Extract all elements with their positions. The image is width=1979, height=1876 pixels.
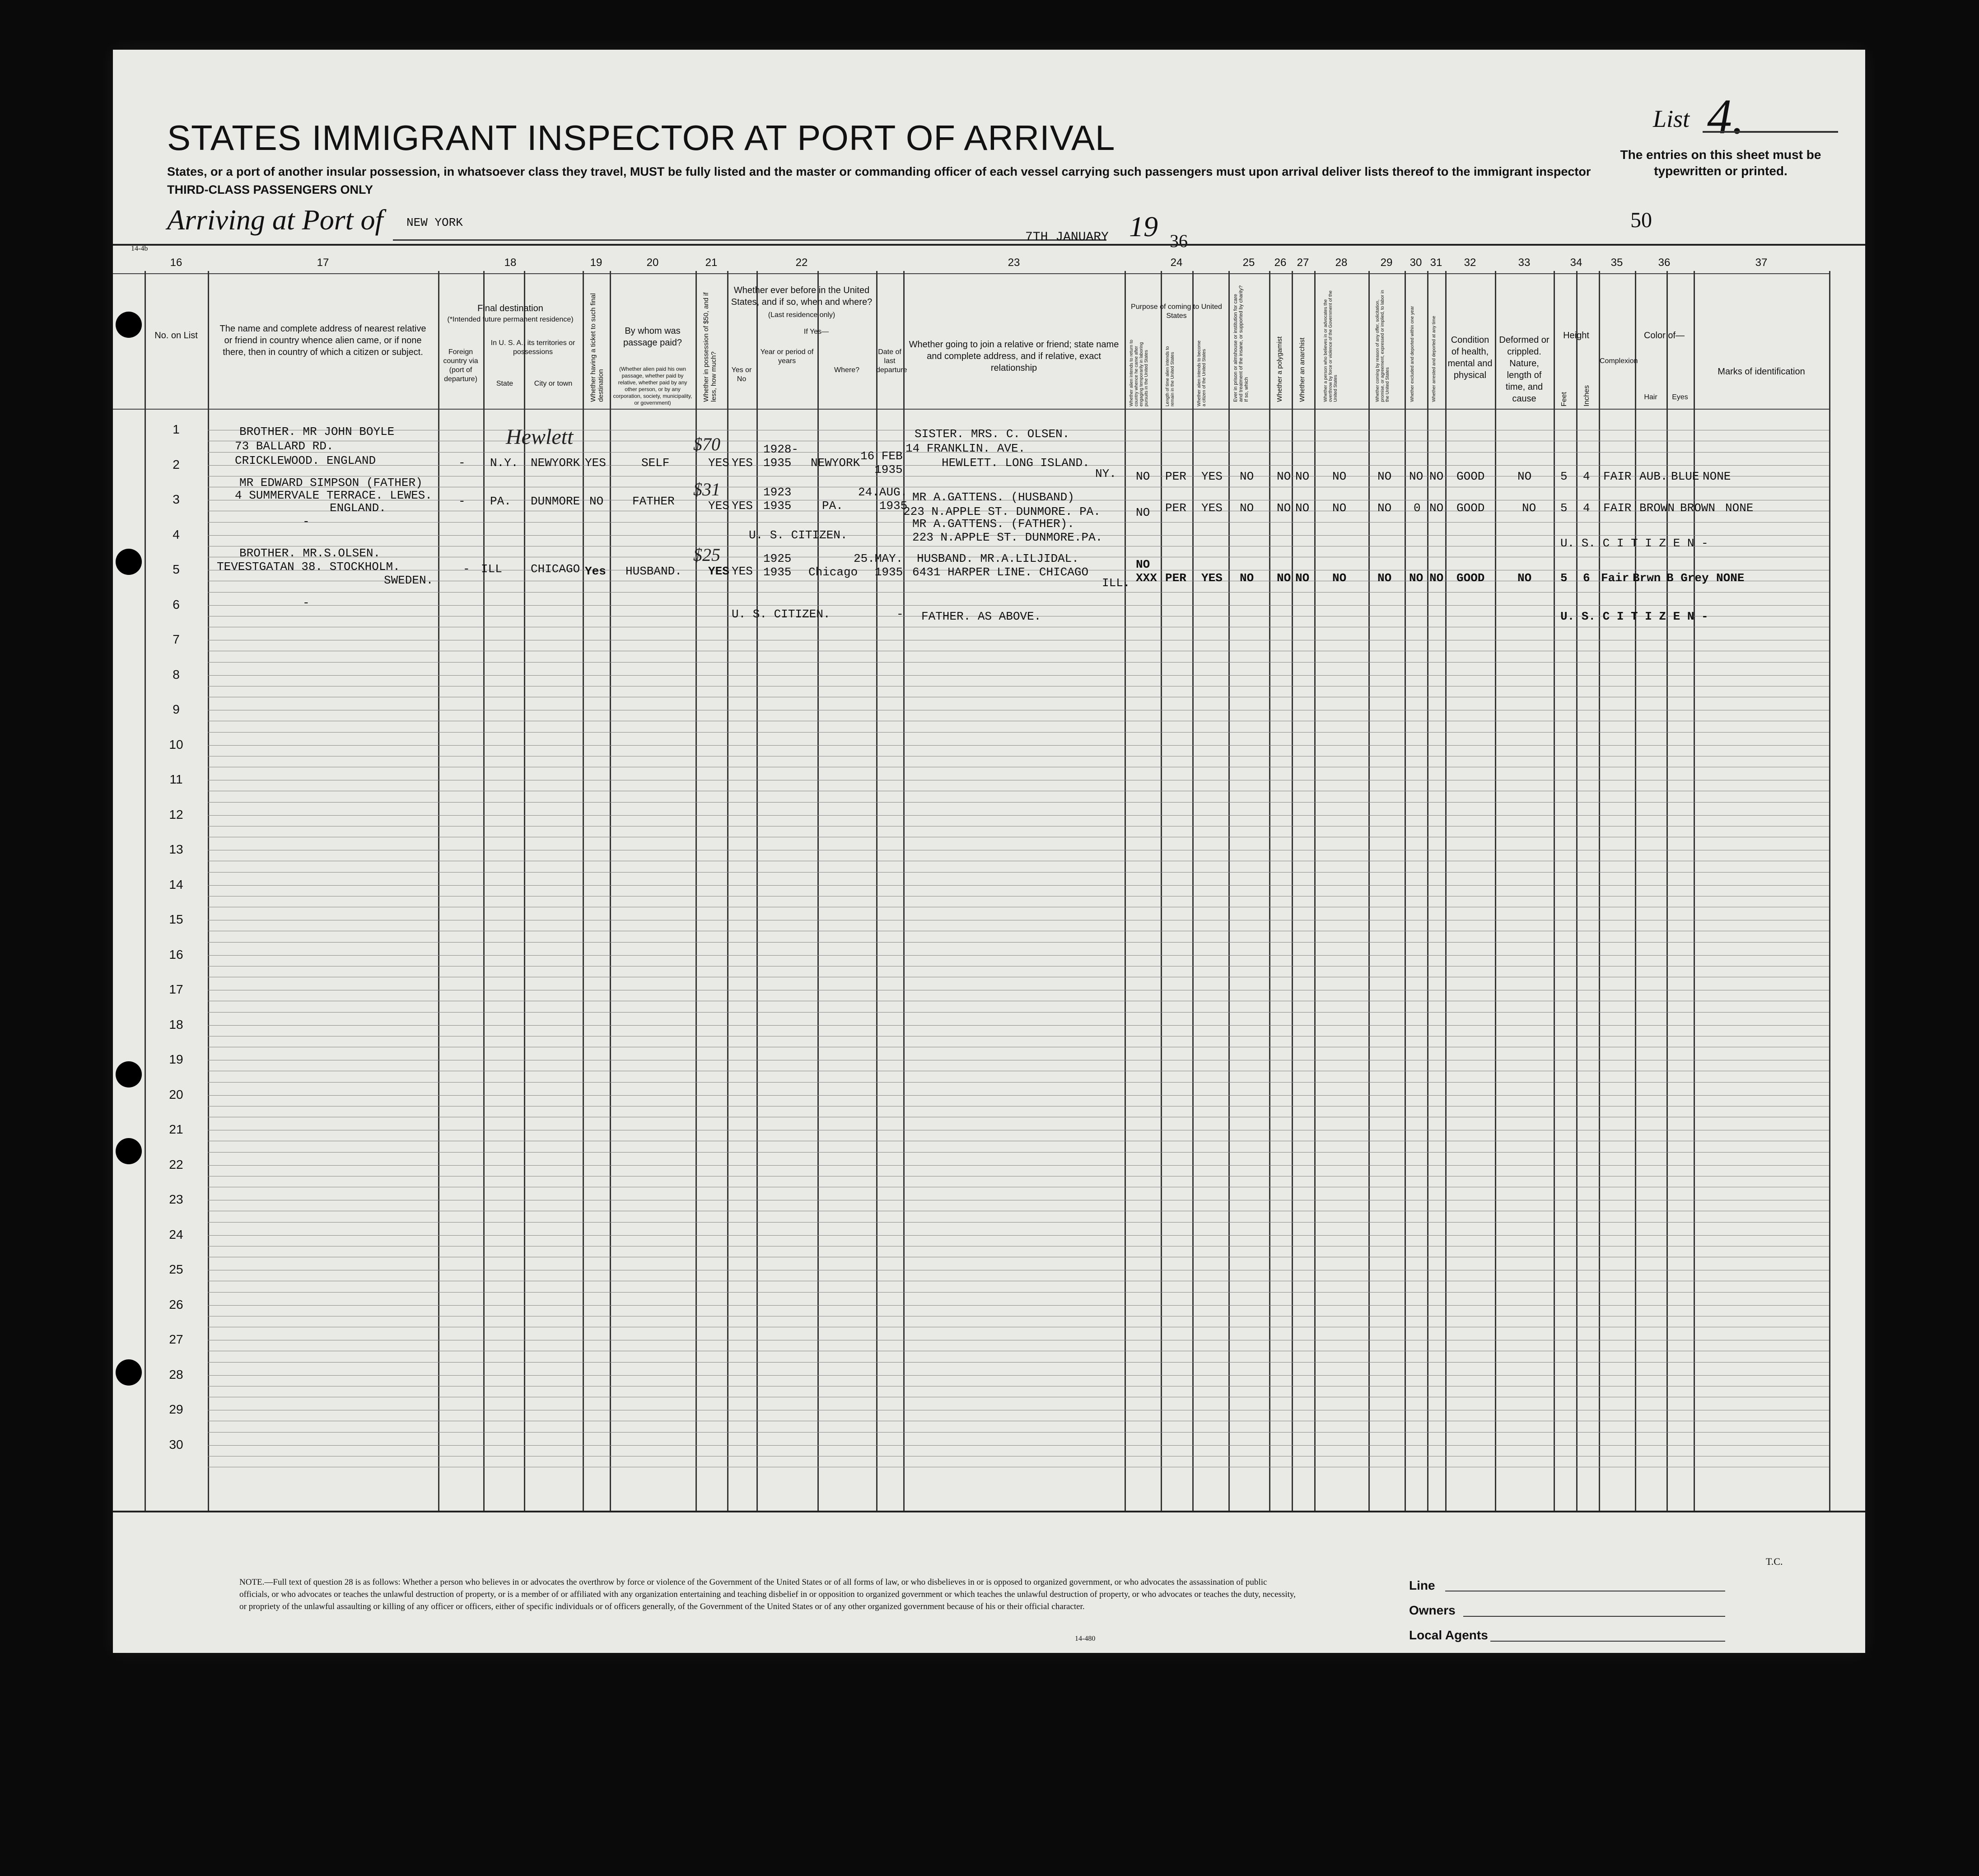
row-number: 3 (173, 492, 180, 506)
colnum-32: 32 (1464, 257, 1476, 269)
row-number: 29 (169, 1402, 183, 1416)
col-rule (1269, 271, 1270, 1511)
row-number: 27 (169, 1332, 183, 1346)
hdr-lastdep: Date of last departure (876, 348, 907, 374)
list-underline (1703, 131, 1838, 133)
col-rule (1161, 271, 1162, 1511)
colnum-26: 26 (1274, 257, 1287, 269)
ruled-line (208, 1152, 1829, 1153)
colnum-25: 25 (1242, 257, 1255, 269)
ruled-line (208, 732, 1829, 733)
col-rule (1576, 271, 1578, 1511)
r5-citizen-note: U. S. CITIZEN. (732, 607, 831, 621)
ruled-line (208, 1292, 1829, 1293)
col-rule (1405, 271, 1406, 1511)
hdr-inches: Inches (1583, 385, 1591, 406)
binder-hole (116, 1138, 142, 1164)
r4-join: HUSBAND. MR.A.LILJIDAL. 6431 HARPER LINE. CHICAGO ILL. (912, 552, 1130, 590)
colnum-31: 31 (1430, 257, 1442, 269)
r4-marks: NONE (1716, 571, 1745, 585)
hdr-feet: Feet (1560, 392, 1568, 406)
footer-tc: T.C. (1766, 1556, 1783, 1567)
r1-c29: NO (1377, 470, 1392, 483)
ruled-line (208, 1012, 1829, 1013)
col-rule (583, 271, 584, 1511)
row-number: 13 (169, 842, 183, 856)
ruled-line (208, 942, 1829, 943)
r4-paid: HUSBAND. (625, 565, 682, 578)
r4-c29: NO (1377, 571, 1392, 585)
hdr-deformed: Deformed or crippled. Nature, length of time, and cause (1499, 335, 1550, 404)
r2-where: PA. (822, 499, 843, 513)
r5-relative: - (303, 596, 310, 610)
hdr-city: City or town (534, 380, 573, 387)
hdr-height: Height (1563, 331, 1589, 341)
r4-inches: 6 (1583, 571, 1590, 585)
row-number: 23 (169, 1192, 183, 1206)
row-number: 5 (173, 562, 180, 576)
r1-money: $70 (693, 434, 720, 454)
r2-relative: MR EDWARD SIMPSON (FATHER) 4 SUMMERVALE TERRACE. LEWES. ENGLAND. (235, 476, 432, 515)
col-rule (1694, 271, 1695, 1511)
ruled-line (208, 1362, 1829, 1363)
hdr-hair: Hair (1644, 393, 1657, 401)
col-rule (695, 271, 697, 1511)
ruled-line (208, 1235, 1829, 1236)
r2-c28: NO (1332, 501, 1347, 515)
r2-join: MR A.GATTENS. (HUSBAND) 223 N.APPLE ST. DUNMORE. PA. (903, 490, 1101, 518)
r4-money: $25 (693, 545, 720, 565)
row-number: 7 (173, 632, 180, 646)
r4-relative: BROTHER. MR.S.OLSEN. TEVESTGATAN 38. STOCKHOLM. SWEDEN. (217, 546, 434, 587)
r1-return: NO (1136, 470, 1150, 483)
manifest-sheet (113, 50, 1865, 1653)
ruled-line (208, 802, 1829, 803)
ruled-line (208, 1025, 1829, 1026)
arriving-underline (393, 239, 1106, 241)
footer-note: NOTE.—Full text of question 28 is as follows: Whether a person who believes in or advocates the overthrow by force or violence of the Government of the United States or of all forms of law, or who disbelieves in or is opposed to organized government, or who advocates the assassination of public officials, or who advocates or teaches the unlawful destruction of property, or is a member of or affiliated with any organization entertaining and teaching disbelief in or opposition to organized government or which teaches the unlawful destruction of property, or who advocates or teaches the duty, necessity, or propriety of the unlawful assaulting or killing of any officer or officers, either of specific individuals or of officers generally, of the Government of the United States or of any other organized government because of his or their official character. (239, 1577, 1296, 1611)
col-rule (1192, 271, 1194, 1511)
col-rule (1635, 271, 1636, 1511)
colnum-22: 22 (795, 257, 808, 269)
hdr-foreign: Foreign country via (port of departure) (443, 348, 478, 383)
colnum-16: 16 (170, 257, 182, 269)
r3-relative: - (303, 515, 310, 528)
hdr-health: Condition of health, mental and physical (1447, 335, 1493, 380)
r1-c26: NO (1277, 470, 1291, 483)
row-number: 19 (169, 1052, 183, 1066)
r2-c31: NO (1429, 501, 1444, 515)
row-number: 9 (173, 702, 180, 716)
r1-complexion: FAIR (1603, 470, 1632, 483)
binder-hole (116, 549, 142, 575)
r2-c26: NO (1277, 501, 1291, 515)
hdr-no-on-list: No. on List (154, 331, 198, 341)
r1-where: NEWYORK (811, 456, 860, 470)
r3-citizen-note: U. S. CITIZEN. (749, 528, 848, 542)
r4-ticket: Yes (585, 565, 606, 578)
r2-paid: FATHER (632, 495, 675, 508)
ruled-line (208, 592, 1829, 593)
passenger-count: 50 (1630, 208, 1652, 232)
r2-state: PA. (490, 495, 511, 508)
hdr-color: Color of— (1643, 331, 1685, 341)
r4-c28: NO (1332, 571, 1347, 585)
colnum-37: 37 (1755, 257, 1768, 269)
colnum-23: 23 (1008, 257, 1020, 269)
ruled-line (208, 1165, 1829, 1166)
hdr-purpose-b: Length of time alien intends to remain in the United States (1165, 346, 1175, 406)
r2-fifty: YES (708, 499, 729, 513)
row-number: 10 (169, 737, 183, 751)
r4-fifty: YES (708, 565, 729, 578)
colnum-29: 29 (1380, 257, 1393, 269)
r2-before: YES (732, 499, 753, 513)
ruled-line (208, 1445, 1829, 1446)
colnum-30: 30 (1410, 257, 1422, 269)
ruled-line (208, 675, 1829, 676)
col-rule (1292, 271, 1293, 1511)
ruled-line (208, 745, 1829, 746)
row-number: 17 (169, 982, 183, 996)
r1-fifty: YES (708, 456, 729, 470)
r1-c30: NO (1409, 470, 1424, 483)
r2-feet: 5 (1560, 501, 1568, 515)
r4-c31: NO (1429, 571, 1444, 585)
col-rule (1599, 271, 1600, 1511)
r2-city: DUNMORE (531, 495, 580, 508)
r2-marks: NONE (1725, 501, 1754, 515)
hdr-yearperiod: Year or period of years (760, 348, 814, 365)
row-number: 16 (169, 947, 183, 961)
r2-inches: 4 (1583, 501, 1590, 515)
r5-us-citizen: U. S. C I T I Z E N - (1560, 610, 1708, 623)
entries-note: The entries on this sheet must be typewritten or printed. (1620, 148, 1821, 178)
r1-c31: NO (1429, 470, 1444, 483)
row-number: 21 (169, 1122, 183, 1136)
r2-c25: NO (1240, 501, 1254, 515)
ruled-line (208, 1305, 1829, 1306)
row-number: 20 (169, 1087, 183, 1101)
r4-state: ILL (481, 562, 502, 576)
ruled-line (208, 955, 1829, 956)
col-rule (438, 271, 439, 1511)
r1-marks: NONE (1703, 470, 1731, 483)
r1-hand-city: Hewlett (506, 425, 574, 449)
r2-hair: BROWN (1639, 501, 1675, 515)
agents-label: Local Agents (1409, 1628, 1488, 1642)
col-rule (1368, 271, 1370, 1511)
r4-years: 1925 1935 (763, 552, 792, 579)
col-rule (1829, 271, 1830, 1511)
col-rule (208, 271, 209, 1511)
binder-hole (116, 1359, 142, 1386)
r4-health: GOOD (1456, 571, 1485, 585)
r4-deformed: NO (1517, 571, 1532, 585)
binder-hole (116, 312, 142, 338)
r4-c25: NO (1240, 571, 1254, 585)
r5-dash: - (896, 607, 904, 621)
list-label: List (1653, 105, 1690, 132)
hdr-q31: Whether arrested and deported at any time (1432, 316, 1437, 402)
hdr-marks: Marks of identification (1718, 367, 1805, 377)
table-top-rule (113, 244, 1865, 246)
hdr-q29: Whether coming by reason of any offer, solicitation, promise, or agreement, expressed or implied, to labor in the United States (1375, 290, 1390, 402)
row-number: 28 (169, 1367, 183, 1381)
hdr-fifty: Whether in possession of $50, and if less, how much? (702, 292, 718, 402)
form-code: 14-4b (131, 245, 148, 252)
col-rule (1427, 271, 1428, 1511)
footer-code: 14-480 (1075, 1635, 1096, 1643)
hdr-yesno: Yes or No (731, 366, 752, 383)
col-rule (1495, 271, 1496, 1511)
ruled-line (208, 1375, 1829, 1376)
r4-departure: 25.MAY. 1935 (854, 552, 903, 579)
r2-return: NO (1136, 506, 1150, 519)
r1-years: 1928- 1935 (763, 443, 799, 470)
col-rule (524, 271, 525, 1511)
r1-hair: AUB. (1639, 470, 1668, 483)
row-number: 26 (169, 1297, 183, 1311)
colnum-24: 24 (1170, 257, 1183, 269)
ruled-line (208, 662, 1829, 663)
r3-us-citizen: U. S. C I T I Z E N - (1560, 537, 1708, 550)
row-number: 24 (169, 1227, 183, 1241)
r4-return: NO XXX (1136, 558, 1157, 585)
hdr-purpose-a: Whether alien intends to return to country whence he came after engaging temporarily in laboring pursuits in the United States (1129, 340, 1149, 406)
hdr-state: State (496, 380, 513, 387)
col-rule (1314, 271, 1316, 1511)
port-value: NEW YORK (406, 216, 463, 229)
r1-join: SISTER. MRS. C. OLSEN. 14 FRANKLIN. AVE. HEWLETT. LONG ISLAND. NY. (905, 427, 1116, 481)
ruled-line (208, 1432, 1829, 1433)
colnum-27: 27 (1297, 257, 1309, 269)
ruled-line (208, 1082, 1829, 1083)
year-suffix: 36 (1170, 231, 1188, 251)
hdr-q28: Whether a person who believes in or advocates the overthrow by force or violence of the Government of the United States (1323, 290, 1338, 402)
col-rule (1445, 271, 1447, 1511)
r1-feet: 5 (1560, 470, 1568, 483)
col-rule (1228, 271, 1230, 1511)
r1-departure: 16 FEB 1935 (860, 449, 903, 476)
r1-citizen: YES (1201, 470, 1223, 483)
r1-inches: 4 (1583, 470, 1590, 483)
row-number: 2 (173, 457, 180, 471)
owners-label: Owners (1409, 1603, 1456, 1617)
row-number: 30 (169, 1437, 183, 1451)
r4-complexion: Fair (1601, 571, 1629, 585)
r2-deformed: NO (1522, 501, 1536, 515)
row-number: 18 (169, 1017, 183, 1031)
row-number: 12 (169, 807, 183, 821)
r1-ticket: YES (585, 456, 606, 470)
header-bottom-rule (113, 409, 1829, 410)
row-number: 8 (173, 667, 180, 681)
r4-before: YES (732, 565, 753, 578)
colnum-rule (113, 273, 1829, 274)
col-rule (1666, 271, 1668, 1511)
r2-ticket: NO (589, 495, 604, 508)
r1-c25: NO (1240, 470, 1254, 483)
colnum-33: 33 (1518, 257, 1531, 269)
hdr-purpose: Purpose of coming to United States (1131, 303, 1222, 320)
hdr-relative: The name and complete address of nearest relative or friend in country whence alien came, or if none there, then in country of which a citizen or subject. (219, 324, 426, 357)
hdr-before: Whether ever before in the United States, and if so, when and where? (731, 285, 873, 307)
hdr-ifyes: If Yes— (803, 328, 829, 336)
r2-departure: 24.AUG. 1935 (858, 485, 908, 513)
colnum-36: 36 (1658, 257, 1671, 269)
hdr-before-sub: (Last residence only) (768, 311, 835, 319)
hdr-join: Whether going to join a relative or friend; state name and complete address, and if relative, exact relationship (909, 340, 1119, 373)
colnum-19: 19 (590, 257, 602, 269)
col-rule (756, 271, 758, 1511)
colnum-21: 21 (705, 257, 718, 269)
col-rule (483, 271, 485, 1511)
r4-c26: NO (1277, 571, 1291, 585)
row-number: 15 (169, 912, 183, 926)
colnum-34: 34 (1570, 257, 1582, 269)
row-number: 4 (173, 527, 180, 541)
r1-deformed: NO (1517, 470, 1532, 483)
r1-c27: NO (1295, 470, 1310, 483)
year-prefix: 19 (1129, 210, 1158, 243)
colnum-18: 18 (504, 257, 517, 269)
hdr-complexion: Complexion (1600, 357, 1638, 365)
hdr-final-dest-sub: (*Intended future permanent residence) (447, 316, 574, 323)
hdr-paid-sub: (Whether alien paid his own passage, whether paid by relative, whether paid by any other person, or by any corporation, society, municipality, or government) (613, 366, 692, 406)
line-label: Line (1409, 1578, 1435, 1592)
ruled-line (208, 815, 1829, 816)
r4-where: Chicago (808, 565, 858, 579)
hdr-eyes: Eyes (1672, 393, 1688, 401)
col-rule (610, 271, 611, 1511)
ruled-line (208, 885, 1829, 886)
r2-foreign: - (458, 495, 466, 508)
r3-join: MR A.GATTENS. (FATHER). 223 N.APPLE ST. DUNMORE.PA. (912, 517, 1103, 544)
r2-c27: NO (1295, 501, 1310, 515)
r2-c30: 0 (1414, 501, 1421, 515)
hdr-ticket: Whether having a ticket to such final destination (589, 293, 605, 402)
r2-citizen: YES (1201, 501, 1223, 515)
col-rule (903, 271, 905, 1511)
r4-c30: NO (1409, 571, 1424, 585)
r2-health: GOOD (1456, 501, 1485, 515)
col-rule (1125, 271, 1126, 1511)
arriving-label: Arriving at Port of (167, 204, 383, 236)
r1-c28: NO (1332, 470, 1347, 483)
colnum-35: 35 (1610, 257, 1623, 269)
r4-c27: NO (1295, 571, 1310, 585)
r4-length: PER (1165, 571, 1186, 585)
row-number: 11 (169, 772, 183, 786)
r2-length: PER (1165, 501, 1186, 515)
r2-c29: NO (1377, 501, 1392, 515)
page-title: STATES IMMIGRANT INSPECTOR AT PORT OF ARRIVAL (167, 118, 1116, 158)
hdr-prison: Ever in prison or almshouse or institution for care and treatment of the insane, or supported by charity? If so, which (1233, 285, 1249, 402)
r4-feet: 5 (1560, 571, 1568, 585)
r2-money: $31 (693, 479, 720, 499)
ruled-line (208, 872, 1829, 873)
owners-field (1463, 1616, 1725, 1617)
r2-complexion: FAIR (1603, 501, 1632, 515)
r4-city: CHICAGO (531, 562, 580, 576)
row-number: 25 (169, 1262, 183, 1276)
r1-length: PER (1165, 470, 1186, 483)
row-number: 14 (169, 877, 183, 891)
r1-city: NEWYORK (531, 456, 580, 470)
r1-before: YES (732, 456, 753, 470)
r5-join: FATHER. AS ABOVE. (921, 610, 1041, 623)
r1-state: N.Y. (490, 456, 518, 470)
ruled-line (208, 605, 1829, 606)
row-number: 1 (173, 422, 180, 436)
r4-hair: Brwn (1633, 571, 1661, 585)
colnum-28: 28 (1335, 257, 1348, 269)
ruled-line (208, 1222, 1829, 1223)
r4-citizen: YES (1201, 571, 1223, 585)
r1-relative: BROTHER. MR JOHN BOYLE 73 BALLARD RD. CRICKLEWOOD. ENGLAND (235, 425, 395, 467)
agents-field (1490, 1641, 1725, 1642)
table-bottom-rule (113, 1511, 1865, 1512)
r1-eyes: BLUE (1671, 470, 1699, 483)
r1-health: GOOD (1456, 470, 1485, 483)
r1-paid: SELF (641, 456, 670, 470)
hdr-anarchist: Whether an anarchist (1298, 337, 1306, 402)
col-rule (1554, 271, 1555, 1511)
row-number: 6 (173, 597, 180, 611)
row-number: 22 (169, 1157, 183, 1171)
arrival-date: 7TH JANUARY (1025, 230, 1109, 244)
instructions: States, or a port of another insular possession, in whatsoever class they travel, MUST be fully listed and the master or commanding officer of each vessel carrying such passengers must upon arrival deliver lists thereof to the immigrant inspector THIRD-CLASS PASSENGERS ONLY (167, 165, 1591, 196)
hdr-usa: In U. S. A., its territories or possessions (490, 339, 575, 356)
hdr-final-dest: Final destination (477, 303, 543, 313)
hdr-paid: By whom was passage paid? (623, 326, 682, 348)
hdr-polygamist: Whether a polygamist (1276, 336, 1284, 402)
r4-foreign: - (463, 562, 470, 576)
ruled-line (208, 1095, 1829, 1096)
colnum-17: 17 (317, 257, 329, 269)
list-number: 4. (1707, 89, 1745, 144)
r1-foreign: - (458, 456, 466, 470)
hdr-purpose-c: Whether alien intends to become a citizen of the United States (1197, 340, 1207, 406)
r2-years: 1923 1935 (763, 485, 792, 513)
binder-hole (116, 1061, 142, 1087)
hdr-q30: Whether excluded and deported within one year (1410, 306, 1415, 402)
colnum-20: 20 (646, 257, 659, 269)
hdr-where: Where? (834, 366, 860, 374)
r4-eyes: B Grey (1666, 571, 1709, 585)
r2-eyes: BROWN (1680, 501, 1716, 515)
